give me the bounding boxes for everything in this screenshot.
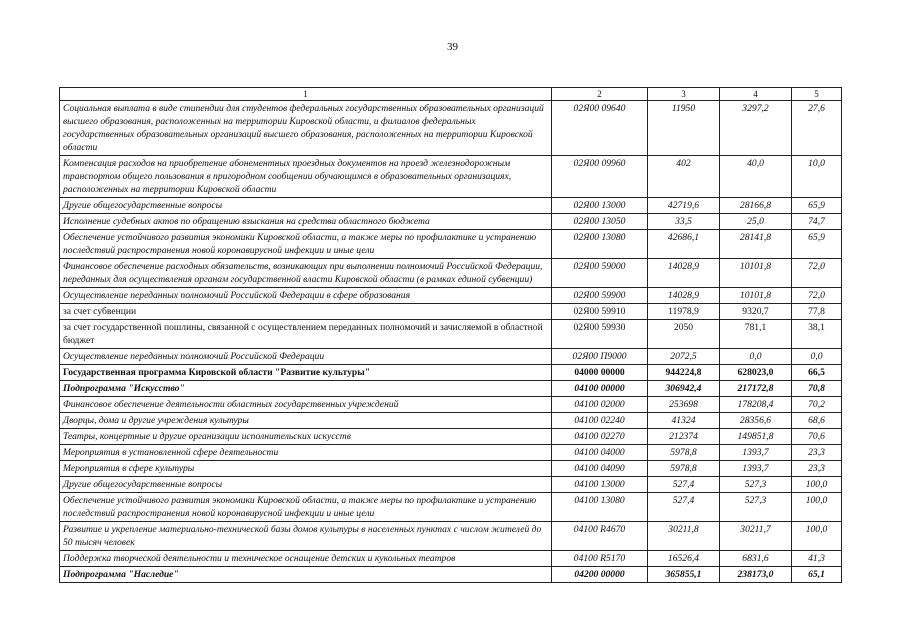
row-plan-cell: 944224,8 xyxy=(648,365,720,381)
row-actual-cell: 10101,8 xyxy=(720,288,792,304)
table-row xyxy=(60,101,842,156)
row-plan-cell: 5978,8 xyxy=(648,445,720,461)
row-plan-cell: 253698 xyxy=(648,397,720,413)
row-name-cell: Другие общегосударственные вопросы xyxy=(60,198,552,214)
row-code-cell: 04100 13000 xyxy=(552,477,648,493)
table-row xyxy=(60,445,842,461)
row-percent-cell: 38,1 xyxy=(792,320,842,349)
row-name-cell: Осуществление переданных полномочий Российской Федерации в сфере образования xyxy=(60,288,552,304)
row-name-cell: Мероприятия в установленной сфере деятельности xyxy=(60,445,552,461)
row-name-cell: Обеспечение устойчивого развития экономики Кировской области, а также меры по профилактике и устранению последствий распространения новой коронавирусной инфекции и иные цели xyxy=(60,493,552,522)
table-row xyxy=(60,551,842,567)
row-percent-cell: 41,3 xyxy=(792,551,842,567)
budget-table xyxy=(59,87,842,583)
column-header-1: 1 xyxy=(60,88,552,101)
row-percent-cell: 70,6 xyxy=(792,429,842,445)
row-plan-cell: 41324 xyxy=(648,413,720,429)
table-row xyxy=(60,365,842,381)
row-code-cell: 02Я00 13000 xyxy=(552,198,648,214)
row-plan-cell: 2072,5 xyxy=(648,349,720,365)
row-actual-cell: 1393,7 xyxy=(720,461,792,477)
row-percent-cell: 10,0 xyxy=(792,156,842,198)
row-name-cell: Исполнение судебных актов по обращению взыскания на средства областного бюджета xyxy=(60,214,552,230)
table-row xyxy=(60,259,842,288)
row-code-cell: 02Я00 59930 xyxy=(552,320,648,349)
row-percent-cell: 70,8 xyxy=(792,381,842,397)
row-name-cell: Подпрограмма "Наследие" xyxy=(60,567,552,583)
row-code-cell: 02Я00 59000 xyxy=(552,259,648,288)
row-code-cell: 04100 R4670 xyxy=(552,522,648,551)
row-name-cell: Поддержка творческой деятельности и техническое оснащение детских и кукольных театров xyxy=(60,551,552,567)
row-actual-cell: 149851,8 xyxy=(720,429,792,445)
row-name-cell: Подпрограмма "Искусство" xyxy=(60,381,552,397)
table-row xyxy=(60,304,842,320)
row-plan-cell: 212374 xyxy=(648,429,720,445)
row-plan-cell: 365855,1 xyxy=(648,567,720,583)
row-actual-cell: 1393,7 xyxy=(720,445,792,461)
row-percent-cell: 0,0 xyxy=(792,349,842,365)
table-row xyxy=(60,156,842,198)
row-plan-cell: 14028,9 xyxy=(648,259,720,288)
row-percent-cell: 72,0 xyxy=(792,288,842,304)
row-actual-cell: 0,0 xyxy=(720,349,792,365)
row-percent-cell: 68,6 xyxy=(792,413,842,429)
row-plan-cell: 30211,8 xyxy=(648,522,720,551)
column-header-4: 4 xyxy=(720,88,792,101)
row-percent-cell: 70,2 xyxy=(792,397,842,413)
row-actual-cell: 6831,6 xyxy=(720,551,792,567)
row-code-cell: 04100 00000 xyxy=(552,381,648,397)
table-row xyxy=(60,429,842,445)
row-percent-cell: 100,0 xyxy=(792,522,842,551)
row-name-cell: Социальная выплата в виде стипендии для студентов федеральных государственных образовательных организаций высшего образования, расположенных на территории Кировской области, и филиалов федеральных государственных образовательных организаций высшего образования, расположенных на территории Кировской области xyxy=(60,101,552,156)
row-actual-cell: 28166,8 xyxy=(720,198,792,214)
table-row xyxy=(60,413,842,429)
row-name-cell: Финансовое обеспечение деятельности областных государственных учреждений xyxy=(60,397,552,413)
row-code-cell: 02Я00 09960 xyxy=(552,156,648,198)
row-code-cell: 04100 02000 xyxy=(552,397,648,413)
row-percent-cell: 100,0 xyxy=(792,493,842,522)
row-actual-cell: 628023,0 xyxy=(720,365,792,381)
row-percent-cell: 65,9 xyxy=(792,230,842,259)
row-percent-cell: 65,9 xyxy=(792,198,842,214)
table-row xyxy=(60,461,842,477)
row-actual-cell: 10101,8 xyxy=(720,259,792,288)
row-plan-cell: 11978,9 xyxy=(648,304,720,320)
table-row xyxy=(60,288,842,304)
row-percent-cell: 23,3 xyxy=(792,445,842,461)
table-row xyxy=(60,381,842,397)
column-header-5: 5 xyxy=(792,88,842,101)
row-code-cell: 04100 13080 xyxy=(552,493,648,522)
row-percent-cell: 27,6 xyxy=(792,101,842,156)
row-name-cell: Театры, концертные и другие организации исполнительских искусств xyxy=(60,429,552,445)
row-actual-cell: 178208,4 xyxy=(720,397,792,413)
row-actual-cell: 238173,0 xyxy=(720,567,792,583)
row-name-cell: за счет государственной пошлины, связанной с осуществлением переданных полномочий и зачисляемой в областной бюджет xyxy=(60,320,552,349)
row-plan-cell: 306942,4 xyxy=(648,381,720,397)
table-row xyxy=(60,349,842,365)
row-percent-cell: 66,5 xyxy=(792,365,842,381)
row-actual-cell: 781,1 xyxy=(720,320,792,349)
row-plan-cell: 16526,4 xyxy=(648,551,720,567)
row-actual-cell: 25,0 xyxy=(720,214,792,230)
row-actual-cell: 28356,6 xyxy=(720,413,792,429)
row-plan-cell: 527,4 xyxy=(648,493,720,522)
row-name-cell: Обеспечение устойчивого развития экономики Кировской области, а также меры по профилактике и устранению последствий распространения новой коронавирусной инфекции и иные цели xyxy=(60,230,552,259)
row-actual-cell: 527,3 xyxy=(720,477,792,493)
row-plan-cell: 14028,9 xyxy=(648,288,720,304)
row-name-cell: Развитие и укрепление материально-технической базы домов культуры в населенных пунктах с числом жителей до 50 тысяч человек xyxy=(60,522,552,551)
row-name-cell: Компенсация расходов на приобретение абонементных проездных документов на проезд железнодорожным транспортом общего пользования в пригородном сообщении обучающимся в образовательных организациях, расположенных на территории Кировской области xyxy=(60,156,552,198)
row-code-cell: 04100 R5170 xyxy=(552,551,648,567)
row-name-cell: Дворцы, дома и другие учреждения культуры xyxy=(60,413,552,429)
row-code-cell: 02Я00 09640 xyxy=(552,101,648,156)
row-percent-cell: 100,0 xyxy=(792,477,842,493)
row-percent-cell: 77,8 xyxy=(792,304,842,320)
row-name-cell: Государственная программа Кировской области "Развитие культуры" xyxy=(60,365,552,381)
row-plan-cell: 2050 xyxy=(648,320,720,349)
row-name-cell: Другие общегосударственные вопросы xyxy=(60,477,552,493)
row-code-cell: 04100 04090 xyxy=(552,461,648,477)
row-actual-cell: 527,3 xyxy=(720,493,792,522)
row-code-cell: 04200 00000 xyxy=(552,567,648,583)
table-row xyxy=(60,214,842,230)
table-row xyxy=(60,493,842,522)
row-plan-cell: 42686,1 xyxy=(648,230,720,259)
table-row xyxy=(60,567,842,583)
row-code-cell: 02Я00 59900 xyxy=(552,288,648,304)
row-name-cell: Мероприятия в сфере культуры xyxy=(60,461,552,477)
row-percent-cell: 65,1 xyxy=(792,567,842,583)
row-actual-cell: 30211,7 xyxy=(720,522,792,551)
table-row xyxy=(60,477,842,493)
row-actual-cell: 217172,8 xyxy=(720,381,792,397)
row-code-cell: 02Я00 П9000 xyxy=(552,349,648,365)
row-code-cell: 04100 02270 xyxy=(552,429,648,445)
column-header-3: 3 xyxy=(648,88,720,101)
table-row xyxy=(60,198,842,214)
row-plan-cell: 5978,8 xyxy=(648,461,720,477)
row-code-cell: 04100 04000 xyxy=(552,445,648,461)
column-header-2: 2 xyxy=(552,88,648,101)
row-plan-cell: 33,5 xyxy=(648,214,720,230)
table-row xyxy=(60,397,842,413)
row-code-cell: 02Я00 59910 xyxy=(552,304,648,320)
row-name-cell: за счет субвенции xyxy=(60,304,552,320)
table-row xyxy=(60,320,842,349)
row-percent-cell: 74,7 xyxy=(792,214,842,230)
header-row xyxy=(60,88,842,101)
row-actual-cell: 40,0 xyxy=(720,156,792,198)
row-plan-cell: 402 xyxy=(648,156,720,198)
row-name-cell: Финансовое обеспечение расходных обязательств, возникающих при выполнении полномочий Российской Федерации, переданных для осуществления органам государственной власти Кировской области (в рамках единой субвенции) xyxy=(60,259,552,288)
row-actual-cell: 9320,7 xyxy=(720,304,792,320)
table-body xyxy=(60,101,842,583)
row-percent-cell: 72,0 xyxy=(792,259,842,288)
row-plan-cell: 527,4 xyxy=(648,477,720,493)
row-actual-cell: 28141,8 xyxy=(720,230,792,259)
row-code-cell: 02Я00 13050 xyxy=(552,214,648,230)
row-plan-cell: 11950 xyxy=(648,101,720,156)
row-code-cell: 04000 00000 xyxy=(552,365,648,381)
row-code-cell: 02Я00 13080 xyxy=(552,230,648,259)
page-number: 39 xyxy=(447,41,458,53)
table-row xyxy=(60,522,842,551)
row-actual-cell: 3297,2 xyxy=(720,101,792,156)
row-code-cell: 04100 02240 xyxy=(552,413,648,429)
row-plan-cell: 42719,6 xyxy=(648,198,720,214)
row-percent-cell: 23,3 xyxy=(792,461,842,477)
table-row xyxy=(60,230,842,259)
row-name-cell: Осуществление переданных полномочий Российской Федерации xyxy=(60,349,552,365)
